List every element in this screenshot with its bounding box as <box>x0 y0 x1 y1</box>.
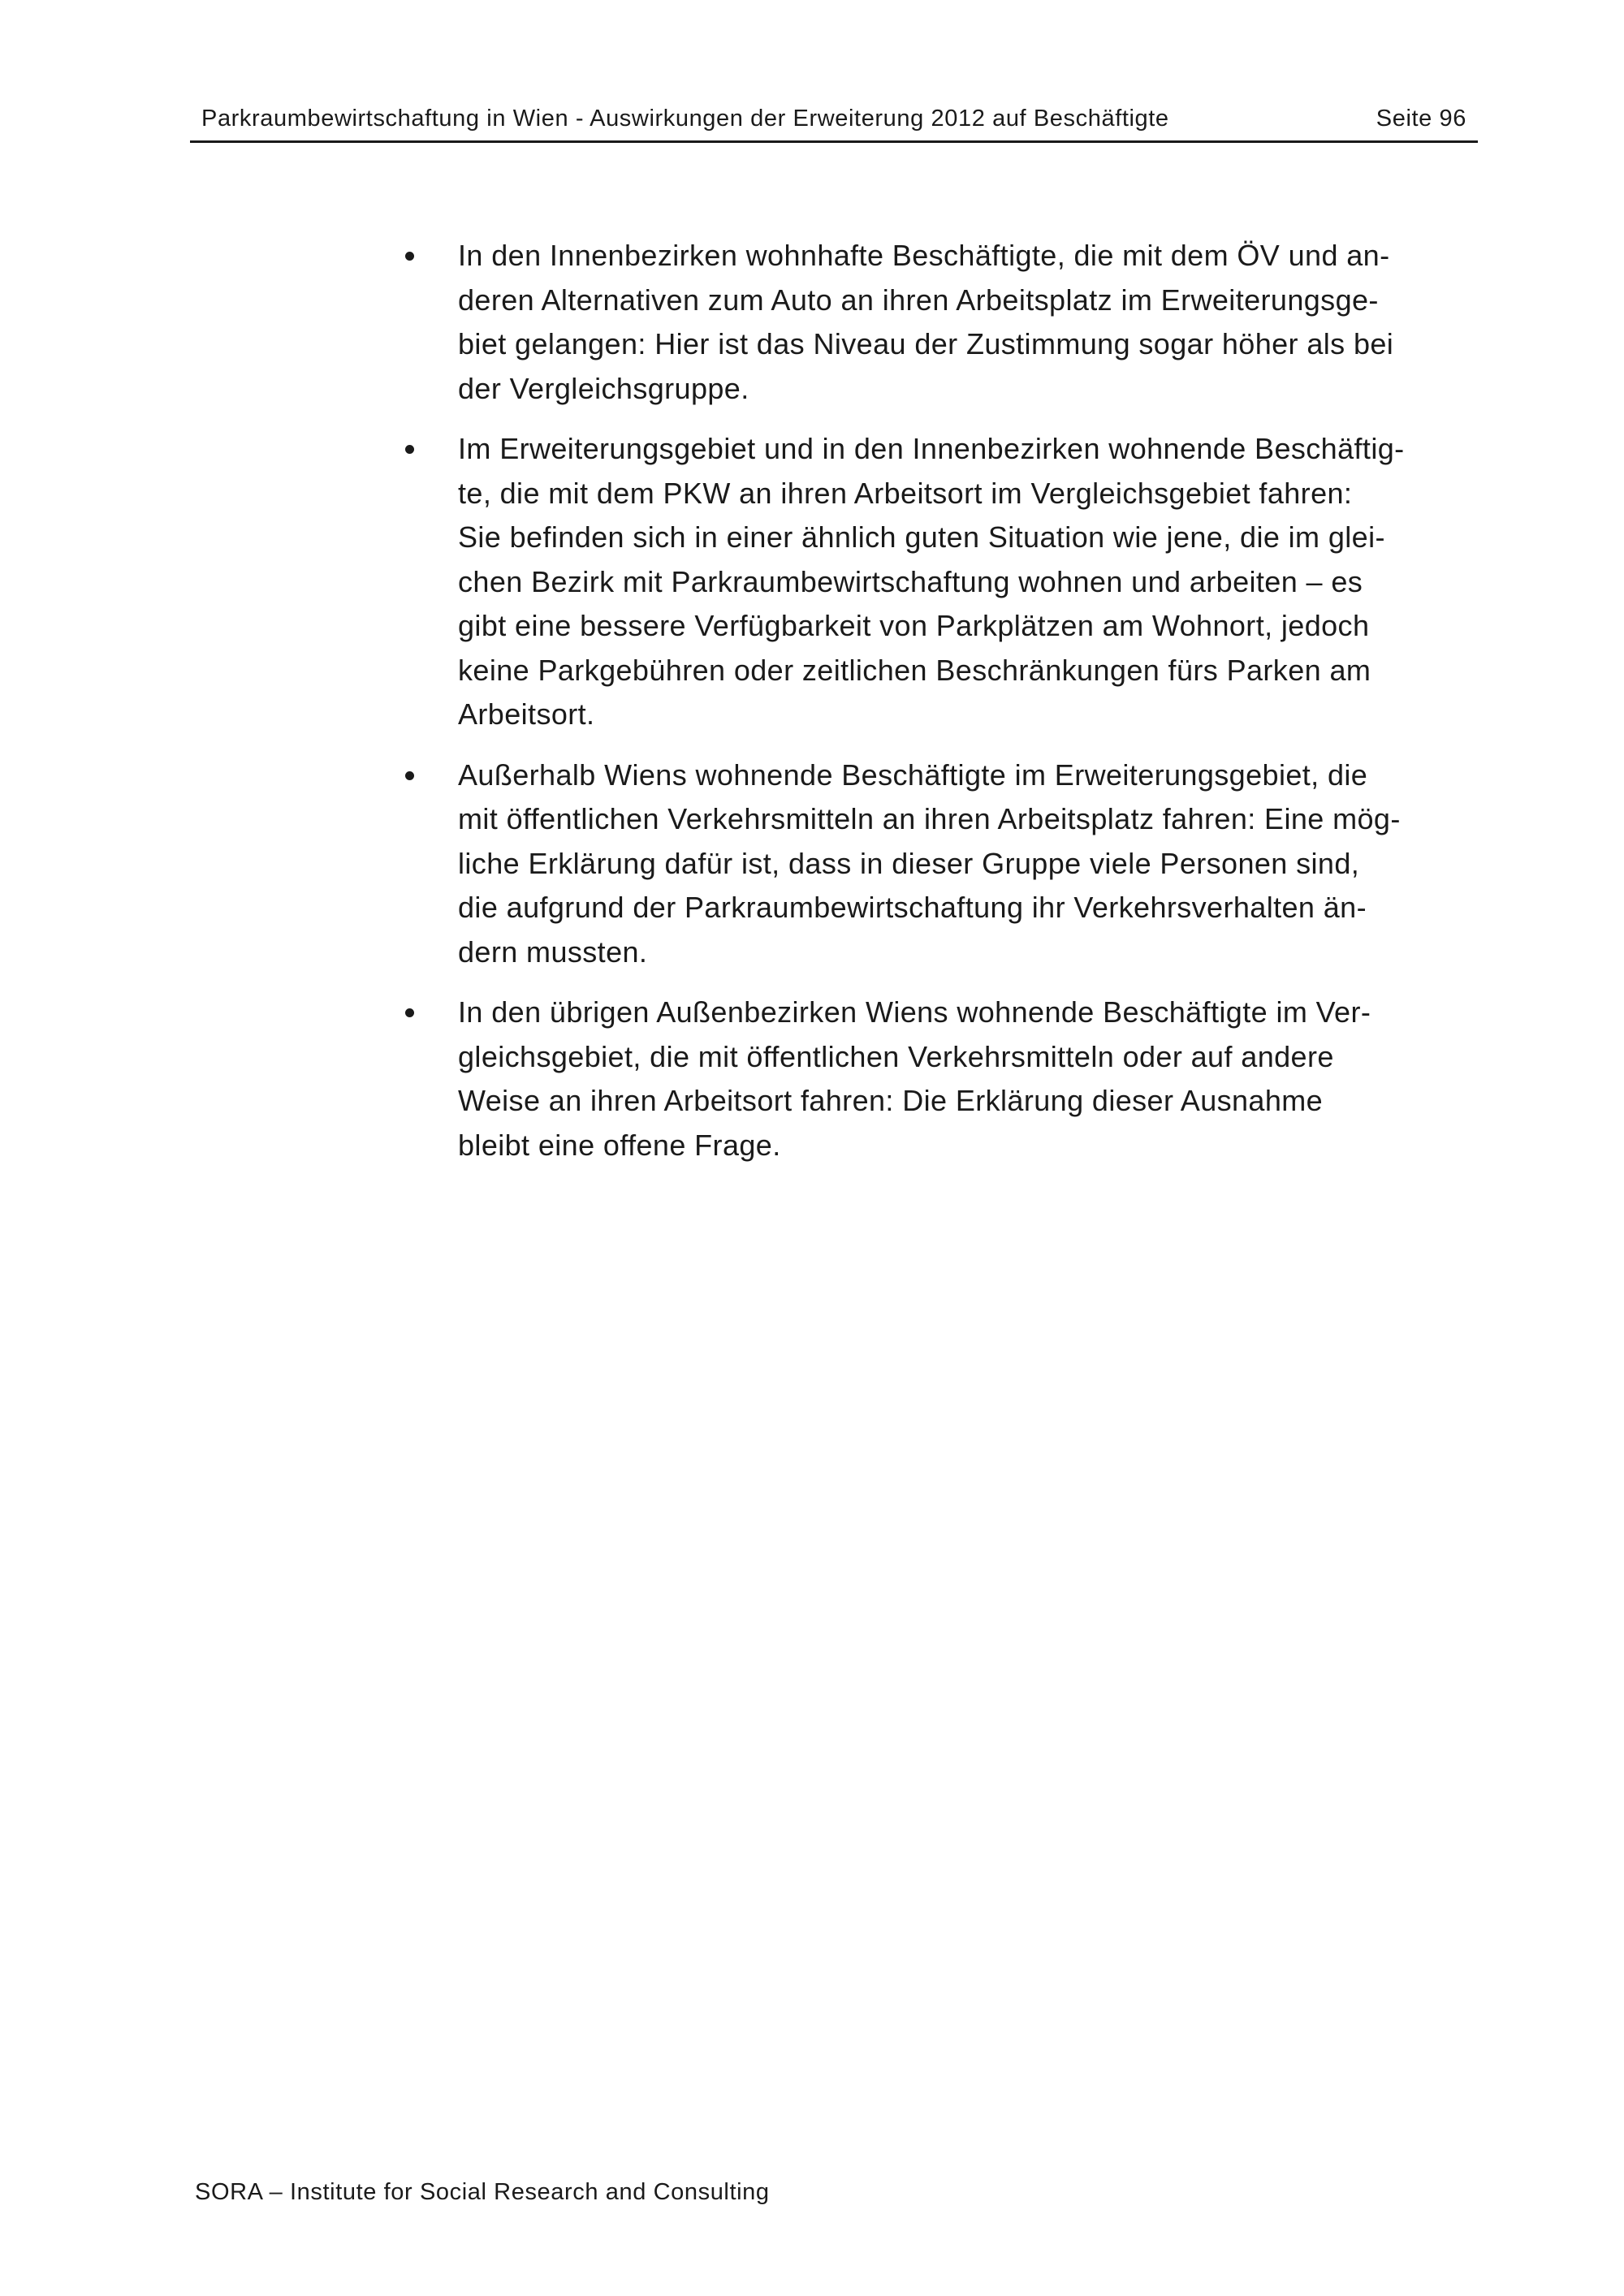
bullet-text-line: Sie befinden sich in einer ähnlich guten Situation wie jene, die im glei- <box>458 520 1385 554</box>
bullet-text-line: chen Bezirk mit Parkraumbewirtschaftung wohnen und arbeiten – es <box>458 564 1363 598</box>
bullet-text-line: Weise an ihren Arbeitsort fahren: Die Erklärung dieser Ausnahme <box>458 1084 1324 1117</box>
page-header <box>190 101 1478 143</box>
bullet-text-line: Arbeitsort. <box>458 697 595 731</box>
bullet-text-line: dern mussten. <box>458 934 648 969</box>
bullet-text-line: deren Alternativen zum Auto an ihren Arbeitsplatz im Erweiterungsge- <box>458 283 1379 317</box>
bullet-text-line: te, die mit dem PKW an ihren Arbeitsort im Vergleichsgebiet fahren: <box>458 476 1353 510</box>
bullet-text-line: Im Erweiterungsgebiet und in den Innenbezirken wohnende Beschäftig- <box>458 432 1405 465</box>
bullet-text-line: biet gelangen: Hier ist das Niveau der Zustimmung sogar höher als bei <box>458 327 1394 360</box>
bullet-text-line: gleichsgebiet, die mit öffentlichen Verkehrsmitteln oder auf andere <box>458 1039 1334 1073</box>
bullet-list <box>398 234 1478 1184</box>
bullet-text-line: bleibt eine offene Frage. <box>458 1128 781 1162</box>
bullet-text-line: die aufgrund der Parkraumbewirtschaftung ihr Verkehrsverhalten än- <box>458 891 1367 924</box>
bullet-icon <box>405 1008 414 1017</box>
bullet-item <box>398 234 1478 411</box>
bullet-item <box>398 990 1478 1167</box>
page-number: Seite 96 <box>1376 106 1466 132</box>
bullet-text-line: mit öffentlichen Verkehrsmitteln an ihren Arbeitsplatz fahren: Eine mög- <box>458 802 1401 835</box>
bullet-text-line: der Vergleichsgruppe. <box>458 371 749 405</box>
bullet-text-line: liche Erklärung dafür ist, dass in dieser Gruppe viele Personen sind, <box>458 846 1360 880</box>
bullet-text-line: In den Innenbezirken wohnhafte Beschäftigte, die mit dem ÖV und an- <box>458 239 1390 272</box>
bullet-item <box>398 427 1478 737</box>
bullet-icon <box>405 445 414 454</box>
header-title: Parkraumbewirtschaftung in Wien - Auswirkungen der Erweiterung 2012 auf Beschäftigte <box>201 106 1169 132</box>
bullet-text-line: keine Parkgebühren oder zeitlichen Beschränkungen fürs Parken am <box>458 653 1371 687</box>
bullet-icon <box>405 771 414 780</box>
bullet-text-line: gibt eine bessere Verfügbarkeit von Parkplätzen am Wohnort, jedoch <box>458 609 1370 642</box>
bullet-item <box>398 753 1478 975</box>
bullet-text-line: In den übrigen Außenbezirken Wiens wohnende Beschäftigte im Ver- <box>458 995 1371 1029</box>
bullet-icon <box>405 252 414 261</box>
bullet-text-line: Außerhalb Wiens wohnende Beschäftigte im Erweiterungsgebiet, die <box>458 757 1368 792</box>
page-footer: SORA – Institute for Social Research and Consulting <box>195 2179 770 2205</box>
